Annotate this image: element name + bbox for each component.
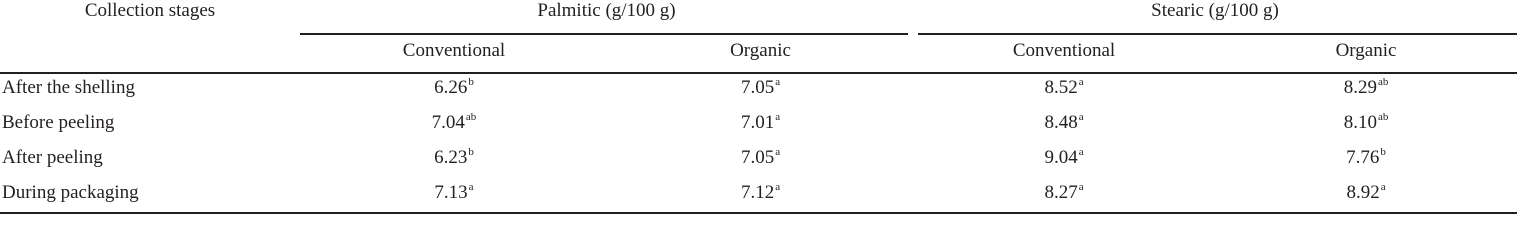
- stearic-organic-cell: 7.76$^b$: [1346, 146, 1386, 168]
- palmitic-group-rule: [300, 33, 908, 35]
- palmitic-conventional-cell: 7.13$^a$: [434, 181, 474, 203]
- palmitic-conventional-cell: 6.23$^b$: [434, 146, 474, 168]
- palmitic-organic-header: Organic: [730, 40, 791, 61]
- sub-header-row: [0, 32, 1517, 70]
- stearic-organic-cell: 8.10$^{ab}$: [1343, 111, 1389, 133]
- row-stage-label: During packaging: [2, 181, 139, 203]
- stearic-conventional-cell: 8.52$^a$: [1044, 76, 1084, 98]
- row-stage-label: After the shelling: [2, 76, 135, 98]
- palmitic-conventional-header: Conventional: [402, 40, 506, 61]
- table-bottom-rule: [0, 212, 1517, 214]
- stearic-group-rule: [918, 33, 1517, 35]
- palmitic-organic-cell: 7.05$^a$: [740, 76, 781, 98]
- stearic-conventional-cell: 8.27$^a$: [1044, 181, 1084, 203]
- table-body: [0, 70, 1517, 210]
- stearic-group-header: Stearic (g/100 g): [1151, 0, 1279, 21]
- collection-stages-header: Collection stages: [84, 0, 216, 21]
- group-header-row: [0, 0, 1517, 32]
- stearic-organic-header: Organic: [1335, 40, 1397, 61]
- stearic-organic-cell: 8.92$^a$: [1346, 181, 1386, 203]
- row-stage-label: Before peeling: [2, 111, 115, 133]
- palmitic-organic-cell: 7.05$^a$: [740, 146, 781, 168]
- table-row: [0, 105, 1517, 140]
- row-stage-label: After peeling: [2, 146, 103, 168]
- empty-header-cell: [0, 32, 300, 70]
- table-row: [0, 175, 1517, 210]
- palmitic-group-header: Palmitic (g/100 g): [537, 0, 676, 21]
- palmitic-organic-cell: 7.12$^a$: [740, 181, 781, 203]
- header-bottom-rule: [0, 72, 1517, 74]
- palmitic-conventional-cell: 7.04$^{ab}$: [431, 111, 477, 133]
- stearic-conventional-header: Conventional: [1012, 40, 1116, 61]
- stearic-organic-cell: 8.29$^{ab}$: [1343, 76, 1389, 98]
- palmitic-organic-cell: 7.01$^a$: [740, 111, 781, 133]
- table-row: [0, 140, 1517, 175]
- stearic-conventional-cell: 9.04$^a$: [1044, 146, 1084, 168]
- stearic-conventional-cell: 8.48$^a$: [1044, 111, 1084, 133]
- palmitic-conventional-cell: 6.26$^b$: [434, 76, 474, 98]
- table-row: [0, 70, 1517, 105]
